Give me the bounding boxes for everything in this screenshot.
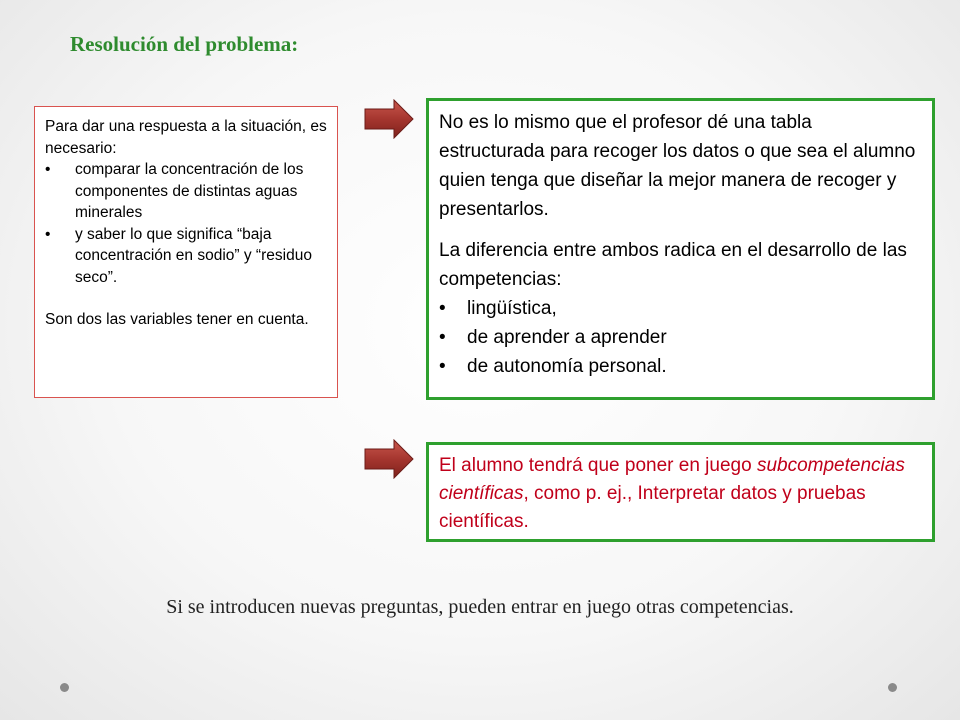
list-item: • comparar la concentración de los componentes de distintas aguas minerales — [45, 161, 304, 221]
bullet-icon: • — [45, 225, 51, 243]
spacer — [45, 288, 327, 309]
slide-title: Resolución del problema: — [70, 32, 299, 56]
problem-statement-box — [34, 106, 338, 398]
subcompetencies-text-start: El alumno tendrá que poner en juego — [439, 455, 757, 476]
scientific-subcompetencies-box — [426, 442, 935, 542]
list-item: • lingüística, — [439, 294, 922, 323]
list-item: • de aprender a aprender — [439, 323, 922, 352]
bullet-icon: • — [45, 161, 51, 178]
right-arrow-icon — [364, 99, 414, 139]
bullet-icon: • — [439, 356, 446, 377]
bullet-icon: • — [439, 327, 446, 348]
competencies-para-1: No es lo mismo que el profesor dé una tabla estructurada para recoger los datos o que sea el alumno quien tenga que diseñar la mejor manera de recoger y presentarlos. — [439, 112, 916, 220]
problem-intro: Para dar una respuesta a la situación, es necesario: — [45, 118, 327, 157]
decorative-dot-right — [888, 683, 897, 692]
footer-note: Si se introducen nuevas preguntas, pueden entrar en juego otras competencias. — [166, 596, 794, 618]
competencies-para-2: La diferencia entre ambos radica en el desarrollo de las competencias: — [439, 240, 907, 290]
right-arrow-icon — [364, 439, 414, 479]
problem-bullet-list — [45, 159, 327, 288]
decorative-dot-left — [60, 683, 69, 692]
subcompetencies-italic: subcompetencias científicas — [439, 455, 905, 504]
problem-conclusion: Son dos las variables tener en cuenta. — [45, 311, 309, 328]
list-item: • de autonomía personal. — [439, 352, 922, 381]
competencies-box — [426, 98, 935, 400]
bullet-icon: • — [439, 298, 446, 319]
list-item: • y saber lo que significa “baja concentración en sodio” y “residuo seco”. — [45, 225, 312, 286]
competencies-list — [439, 294, 922, 381]
subcompetencies-text-end: , como p. ej., Interpretar datos y pruebas científicas. — [439, 483, 866, 532]
spacer — [439, 224, 922, 236]
